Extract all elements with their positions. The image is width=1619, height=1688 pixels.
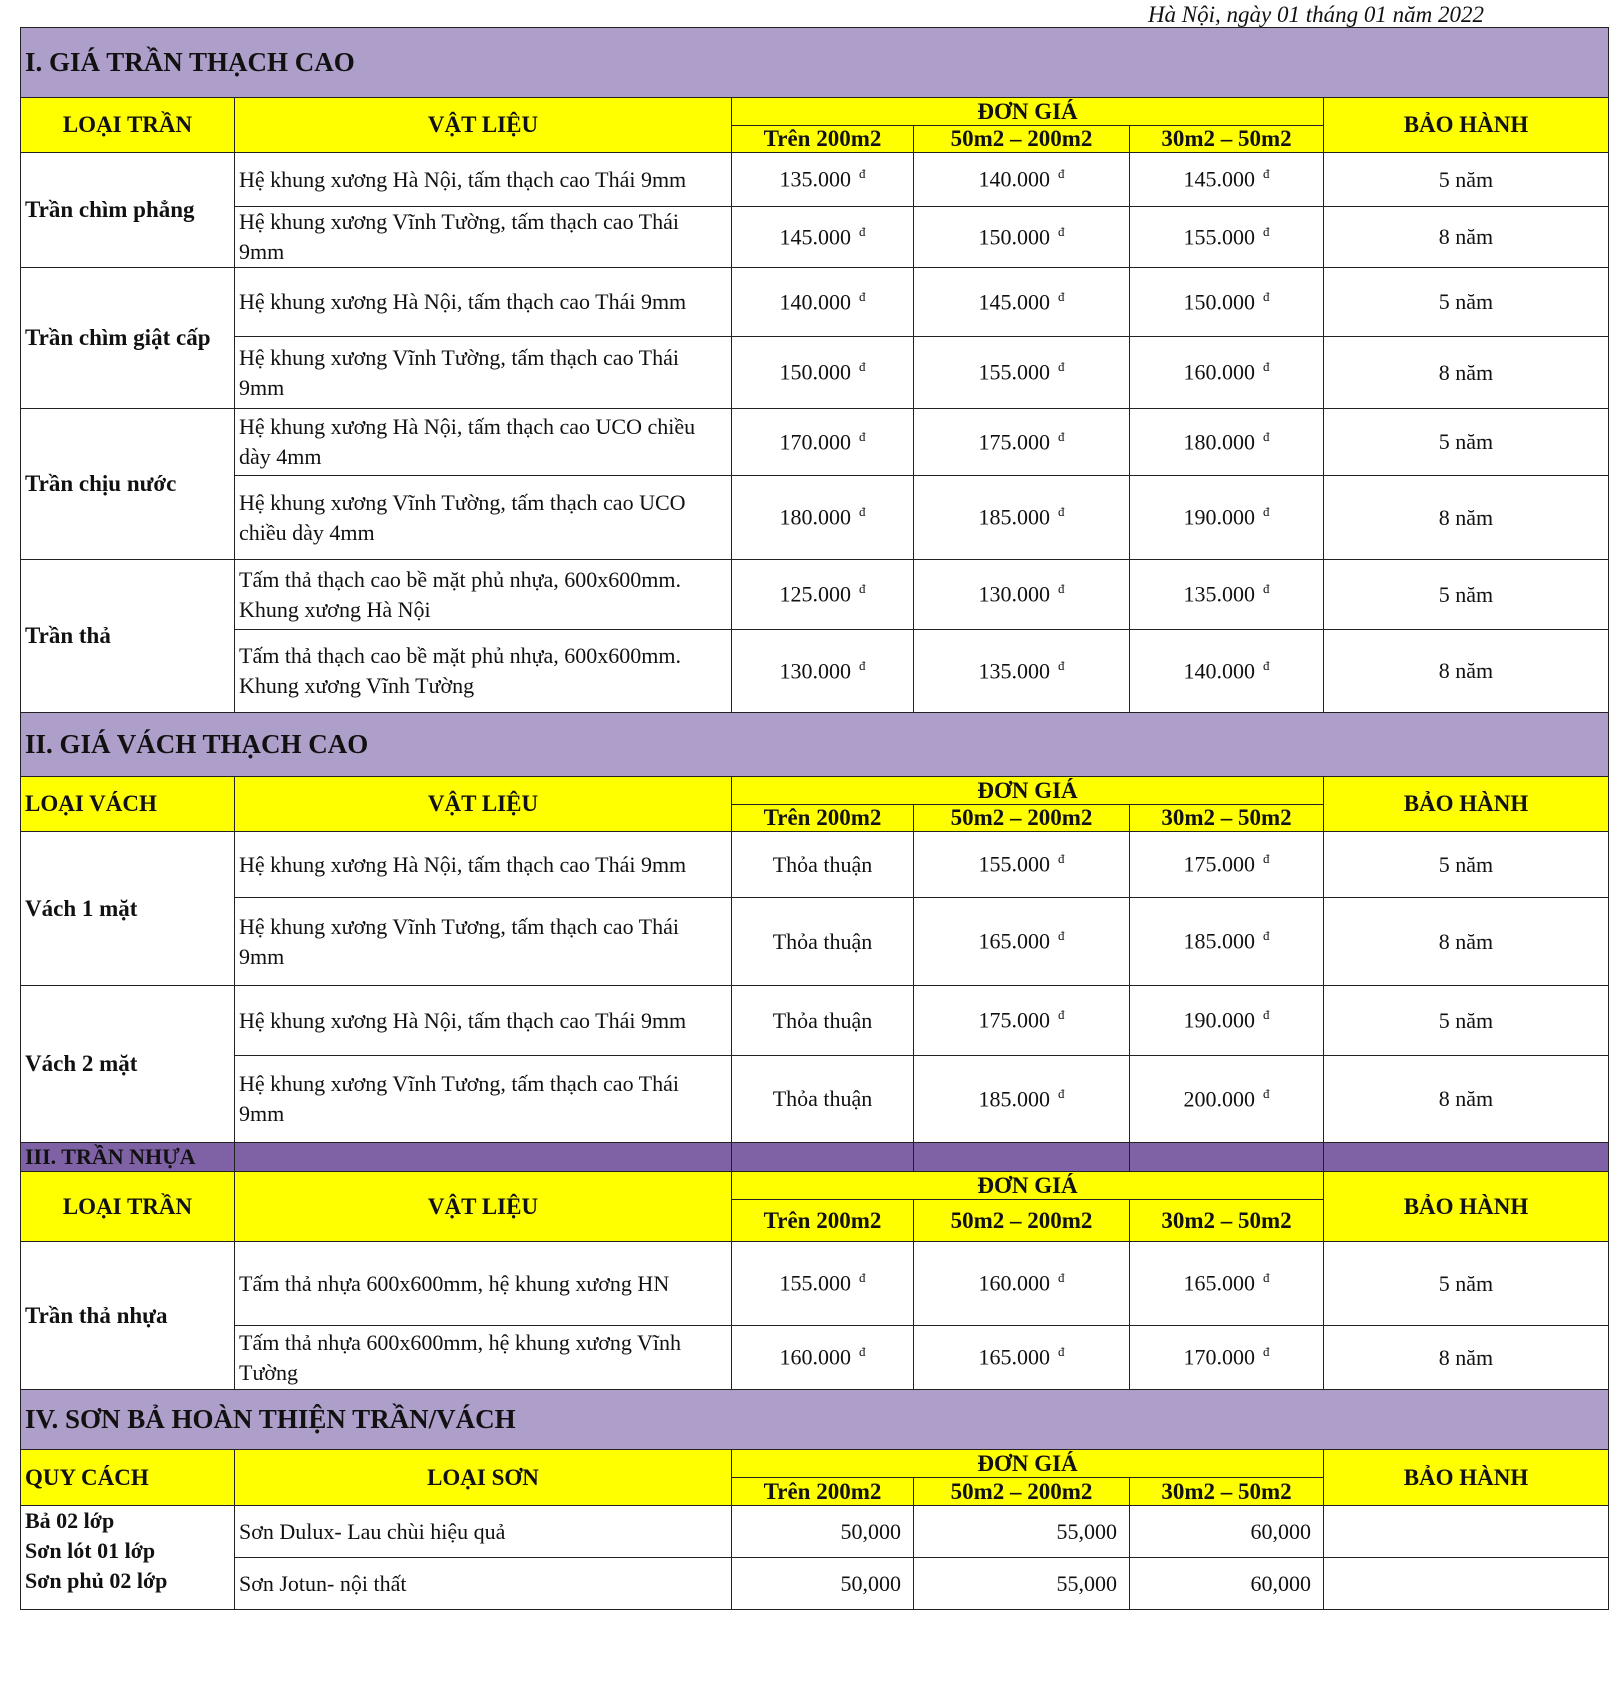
price-cell: 200.000 $^đ$: [1130, 1056, 1324, 1143]
price-cell: 175.000 $^đ$: [1130, 832, 1324, 898]
type-cell: Trần thả nhựa: [21, 1242, 235, 1390]
price-cell: 55,000: [914, 1558, 1130, 1610]
price-cell: 185.000 $^đ$: [1130, 898, 1324, 986]
material-cell: Hệ khung xương Vĩnh Tương, tấm thạch cao Thái 9mm: [235, 1056, 732, 1143]
price-col3-header: 30m2 – 50m2: [1130, 1478, 1324, 1506]
price-cell: 190.000 $^đ$: [1130, 476, 1324, 560]
price-col3-header: 30m2 – 50m2: [1130, 805, 1324, 832]
price-cell: 125.000 $^đ$: [732, 560, 914, 630]
material-cell: Hệ khung xương Vĩnh Tường, tấm thạch cao Thái 9mm: [235, 337, 732, 409]
material-header: LOẠI SƠN: [235, 1450, 732, 1506]
type-header: LOẠI TRẦN: [21, 98, 235, 153]
price-col2-header: 50m2 – 200m2: [914, 1200, 1130, 1242]
warranty-cell: 5 năm: [1324, 1242, 1609, 1326]
warranty-cell: 5 năm: [1324, 153, 1609, 207]
price-cell: 155.000 $^đ$: [1130, 207, 1324, 268]
unit-price-header: ĐƠN GIÁ: [732, 1450, 1324, 1478]
type-cell: Vách 2 mặt: [21, 986, 235, 1143]
table-row: [21, 1242, 1609, 1326]
price-cell: 170.000 $^đ$: [732, 409, 914, 476]
material-cell: Sơn Dulux- Lau chùi hiệu quả: [235, 1506, 732, 1558]
material-cell: Tấm thả nhựa 600x600mm, hệ khung xương Vĩnh Tường: [235, 1326, 732, 1390]
price-cell: 140.000 $^đ$: [914, 153, 1130, 207]
price-cell: Thỏa thuận: [732, 986, 914, 1056]
warranty-cell: 8 năm: [1324, 337, 1609, 409]
warranty-cell: 8 năm: [1324, 630, 1609, 713]
section-title: II. GIÁ VÁCH THẠCH CAO: [21, 713, 1609, 777]
warranty-cell: 5 năm: [1324, 268, 1609, 337]
warranty-cell: 8 năm: [1324, 1326, 1609, 1390]
table-row: [21, 1506, 1609, 1558]
price-col1-header: Trên 200m2: [732, 126, 914, 153]
warranty-cell: 5 năm: [1324, 832, 1609, 898]
type-cell: Trần chìm giật cấp: [21, 268, 235, 409]
material-cell: Hệ khung xương Hà Nội, tấm thạch cao Thái 9mm: [235, 986, 732, 1056]
table-row: [21, 1558, 1609, 1610]
price-col1-header: Trên 200m2: [732, 1200, 914, 1242]
price-table: [20, 27, 1609, 1610]
price-cell: 155.000 $^đ$: [914, 337, 1130, 409]
date-line: Hà Nội, ngày 01 tháng 01 năm 2022: [1147, 2, 1484, 27]
price-cell: 60,000: [1130, 1506, 1324, 1558]
price-cell: 145.000 $^đ$: [732, 207, 914, 268]
spec-cell: Bả 02 lớp Sơn lót 01 lớp Sơn phủ 02 lớp: [21, 1506, 235, 1610]
warranty-cell: 5 năm: [1324, 560, 1609, 630]
price-col2-header: 50m2 – 200m2: [914, 805, 1130, 832]
price-cell: 145.000 $^đ$: [1130, 153, 1324, 207]
price-cell: 150.000 $^đ$: [1130, 268, 1324, 337]
price-cell: 160.000 $^đ$: [1130, 337, 1324, 409]
price-cell: 175.000 $^đ$: [914, 986, 1130, 1056]
type-cell: Trần thả: [21, 560, 235, 713]
price-cell: Thỏa thuận: [732, 832, 914, 898]
type-header: QUY CÁCH: [21, 1450, 235, 1506]
material-cell: Hệ khung xương Hà Nội, tấm thạch cao Thái 9mm: [235, 832, 732, 898]
unit-price-header: ĐƠN GIÁ: [732, 777, 1324, 805]
table-row: [21, 1326, 1609, 1390]
material-cell: Tấm thả nhựa 600x600mm, hệ khung xương HN: [235, 1242, 732, 1326]
warranty-header: BẢO HÀNH: [1324, 777, 1609, 832]
material-cell: Tấm thả thạch cao bề mặt phủ nhựa, 600x600mm. Khung xương Hà Nội: [235, 560, 732, 630]
price-col1-header: Trên 200m2: [732, 1478, 914, 1506]
material-cell: Hệ khung xương Hà Nội, tấm thạch cao UCO chiều dày 4mm: [235, 409, 732, 476]
warranty-cell: 8 năm: [1324, 207, 1609, 268]
price-cell: 165.000 $^đ$: [914, 898, 1130, 986]
table-row: [21, 476, 1609, 560]
table-row: [21, 153, 1609, 207]
material-cell: Hệ khung xương Vĩnh Tương, tấm thạch cao Thái 9mm: [235, 898, 732, 986]
price-col3-header: 30m2 – 50m2: [1130, 126, 1324, 153]
price-cell: 50,000: [732, 1558, 914, 1610]
material-cell: Hệ khung xương Hà Nội, tấm thạch cao Thái 9mm: [235, 268, 732, 337]
section-title: III. TRẦN NHỰA: [21, 1143, 235, 1172]
table-row: [21, 898, 1609, 986]
type-header: LOẠI VÁCH: [21, 777, 235, 832]
price-cell: 145.000 $^đ$: [914, 268, 1130, 337]
warranty-cell: 5 năm: [1324, 986, 1609, 1056]
warranty-header: BẢO HÀNH: [1324, 98, 1609, 153]
price-col1-header: Trên 200m2: [732, 805, 914, 832]
price-col3-header: 30m2 – 50m2: [1130, 1200, 1324, 1242]
table-row: [21, 268, 1609, 337]
price-cell: 160.000 $^đ$: [732, 1326, 914, 1390]
price-cell: Thỏa thuận: [732, 1056, 914, 1143]
material-header: VẬT LIỆU: [235, 777, 732, 832]
table-row: [21, 832, 1609, 898]
table-row: [21, 409, 1609, 476]
price-cell: 60,000: [1130, 1558, 1324, 1610]
price-cell: 135.000 $^đ$: [1130, 560, 1324, 630]
material-cell: Hệ khung xương Hà Nội, tấm thạch cao Thái 9mm: [235, 153, 732, 207]
warranty-cell: [1324, 1558, 1609, 1610]
material-header: VẬT LIỆU: [235, 98, 732, 153]
material-cell: Hệ khung xương Vĩnh Tường, tấm thạch cao UCO chiều dày 4mm: [235, 476, 732, 560]
price-cell: 130.000 $^đ$: [914, 560, 1130, 630]
price-cell: 175.000 $^đ$: [914, 409, 1130, 476]
section-title: IV. SƠN BẢ HOÀN THIỆN TRẦN/VÁCH: [21, 1390, 1609, 1450]
table-row: [21, 1056, 1609, 1143]
price-cell: 130.000 $^đ$: [732, 630, 914, 713]
price-col2-header: 50m2 – 200m2: [914, 126, 1130, 153]
price-cell: 170.000 $^đ$: [1130, 1326, 1324, 1390]
table-row: [21, 337, 1609, 409]
warranty-header: BẢO HÀNH: [1324, 1450, 1609, 1506]
price-cell: 180.000 $^đ$: [732, 476, 914, 560]
price-cell: 150.000 $^đ$: [732, 337, 914, 409]
type-cell: Trần chịu nước: [21, 409, 235, 560]
price-cell: 140.000 $^đ$: [732, 268, 914, 337]
material-cell: Sơn Jotun- nội thất: [235, 1558, 732, 1610]
price-cell: 180.000 $^đ$: [1130, 409, 1324, 476]
price-cell: 135.000 $^đ$: [914, 630, 1130, 713]
warranty-header: BẢO HÀNH: [1324, 1172, 1609, 1242]
price-cell: 160.000 $^đ$: [914, 1242, 1130, 1326]
material-cell: Hệ khung xương Vĩnh Tường, tấm thạch cao Thái 9mm: [235, 207, 732, 268]
table-row: [21, 560, 1609, 630]
price-cell: 165.000 $^đ$: [914, 1326, 1130, 1390]
price-cell: 135.000 $^đ$: [732, 153, 914, 207]
price-cell: 185.000 $^đ$: [914, 476, 1130, 560]
price-cell: 165.000 $^đ$: [1130, 1242, 1324, 1326]
price-cell: 190.000 $^đ$: [1130, 986, 1324, 1056]
price-cell: 50,000: [732, 1506, 914, 1558]
section-title: I. GIÁ TRẦN THẠCH CAO: [21, 28, 1609, 98]
warranty-cell: 5 năm: [1324, 409, 1609, 476]
type-header: LOẠI TRẦN: [21, 1172, 235, 1242]
price-cell: 140.000 $^đ$: [1130, 630, 1324, 713]
price-cell: Thỏa thuận: [732, 898, 914, 986]
warranty-cell: [1324, 1506, 1609, 1558]
price-cell: 55,000: [914, 1506, 1130, 1558]
price-cell: 150.000 $^đ$: [914, 207, 1130, 268]
material-header: VẬT LIỆU: [235, 1172, 732, 1242]
table-row: [21, 986, 1609, 1056]
unit-price-header: ĐƠN GIÁ: [732, 98, 1324, 126]
unit-price-header: ĐƠN GIÁ: [732, 1172, 1324, 1200]
price-col2-header: 50m2 – 200m2: [914, 1478, 1130, 1506]
warranty-cell: 8 năm: [1324, 898, 1609, 986]
material-cell: Tấm thả thạch cao bề mặt phủ nhựa, 600x600mm. Khung xương Vĩnh Tường: [235, 630, 732, 713]
price-cell: 185.000 $^đ$: [914, 1056, 1130, 1143]
type-cell: Trần chìm phẳng: [21, 153, 235, 268]
table-row: [21, 207, 1609, 268]
price-cell: 155.000 $^đ$: [732, 1242, 914, 1326]
type-cell: Vách 1 mặt: [21, 832, 235, 986]
price-cell: 155.000 $^đ$: [914, 832, 1130, 898]
warranty-cell: 8 năm: [1324, 1056, 1609, 1143]
table-row: [21, 630, 1609, 713]
warranty-cell: 8 năm: [1324, 476, 1609, 560]
